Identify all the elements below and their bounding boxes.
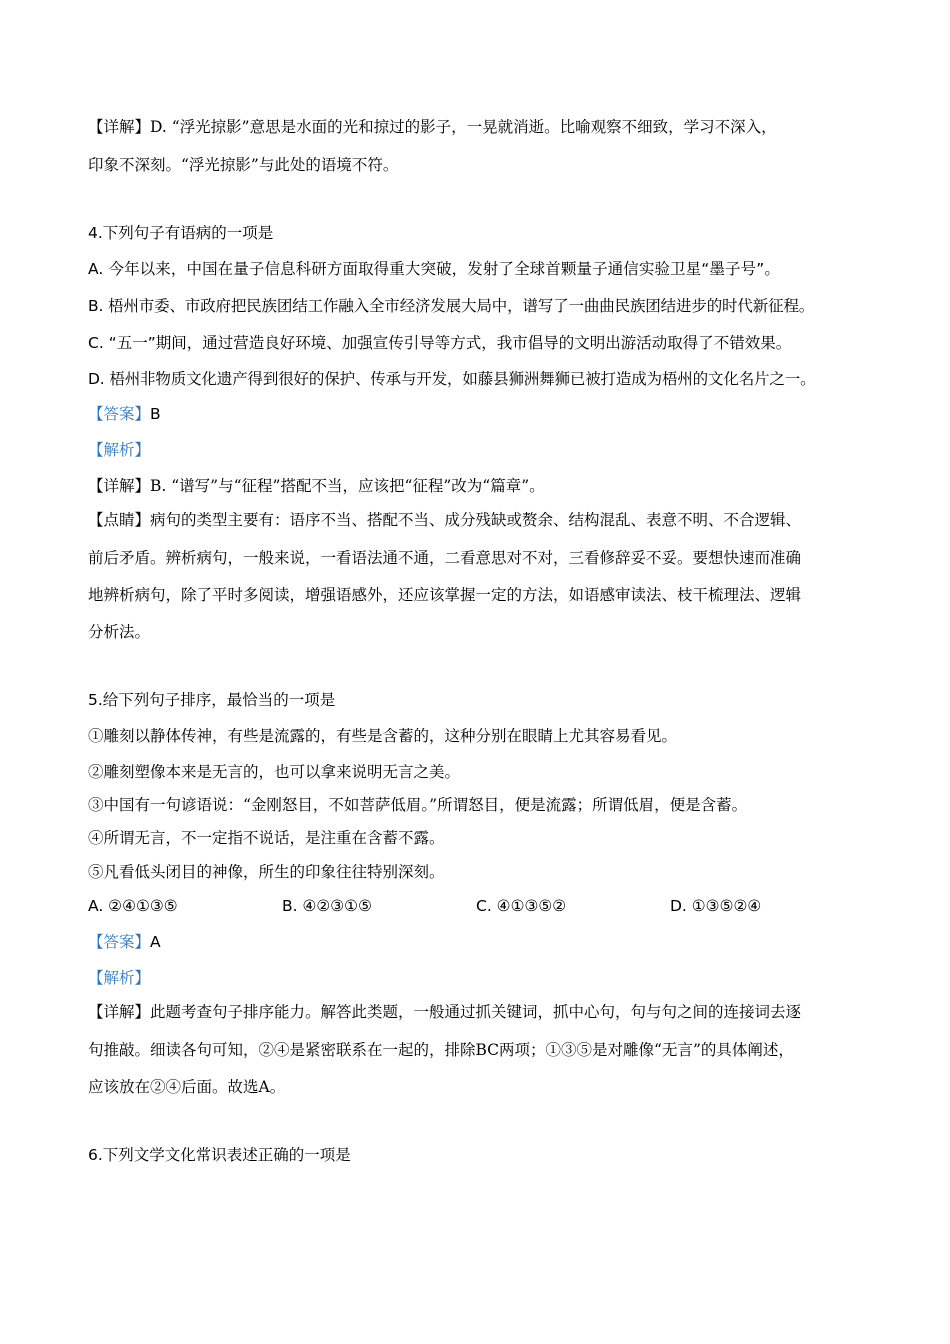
q4-stem: 4.下列句子有语病的一项是 — [88, 224, 274, 242]
q5-option-a: A. ②④①③⑤ — [88, 897, 178, 915]
q5-detail-line-1: 【详解】此题考查句子排序能力。解答此类题，一般通过抓关键词，抓中心句，句与句之间的连接词去逐 — [88, 1003, 802, 1021]
detail-tag: 【详解】 — [88, 1003, 151, 1021]
q5-option-d: D. ①③⑤②④ — [670, 897, 762, 915]
q5-sentence-5: ⑤凡看低头闭目的神像，所生的印象往往特别深刻。 — [88, 863, 445, 881]
q5-sentence-4: ④所谓无言，不一定指不说话，是注重在含蓄不露。 — [88, 829, 445, 847]
q4-option-b: B. 梧州市委、市政府把民族团结工作融入全市经济发展大局中，谱写了一曲曲民族团结进步的时代新征程。 — [88, 297, 815, 315]
q4-option-a: A. 今年以来，中国在量子信息科研方面取得重大突破，发射了全球首颗量子通信实验卫星“墨子号”。 — [88, 260, 780, 278]
q5-detail-line-3: 应该放在②④后面。故选A。 — [88, 1078, 286, 1096]
q5-option-b: B. ④②③①⑤ — [282, 897, 372, 915]
q3-detail-line-2: 印象不深刻。“浮光掠影”与此处的语境不符。 — [88, 156, 399, 174]
q4-option-d: D. 梧州非物质文化遗产得到很好的保护、传承与开发，如藤县狮洲舞狮已被打造成为梧州的文化名片之一。 — [88, 370, 816, 388]
q4-analysis-tag: 【解析】 — [88, 441, 151, 459]
q5-analysis-tag: 【解析】 — [88, 969, 151, 987]
q5-stem: 5.给下列句子排序，最恰当的一项是 — [88, 691, 336, 709]
answer-tag: 【答案】 — [88, 405, 151, 423]
q5-answer — [88, 932, 878, 952]
tip-tag: 【点睛】 — [88, 511, 151, 529]
q4-answer — [88, 404, 878, 424]
answer-value: A — [150, 933, 161, 951]
q5-sentence-1: ①雕刻以静体传神，有些是流露的，有些是含蓄的，这种分别在眼睛上尤其容易看见。 — [88, 727, 678, 745]
answer-tag: 【答案】 — [88, 933, 151, 951]
q3-detail-line-1: 【详解】D. “浮光掠影”意思是水面的光和掠过的影子，一晃就消逝。比喻观察不细致，学习不深入， — [88, 118, 777, 136]
q5-detail-line-2: 句推敲。细读各句可知，②④是紧密联系在一起的，排除BC两项；①③⑤是对雕像“无言”的具体阐述， — [88, 1041, 794, 1059]
q4-tip-line-4: 分析法。 — [88, 623, 151, 641]
q6-stem: 6.下列文学文化常识表述正确的一项是 — [88, 1146, 351, 1164]
q4-tip-line-3: 地辨析病句，除了平时多阅读，增强语感外，还应该掌握一定的方法，如语感审读法、枝干梳理法、逻辑 — [88, 586, 802, 604]
q5-sentence-3: ③中国有一句谚语说：“金刚怒目，不如菩萨低眉。”所谓怒目，便是流露；所谓低眉，便是含蓄。 — [88, 796, 748, 814]
detail-tag: 【详解】 — [88, 477, 151, 495]
q4-option-c: C. “五一”期间，通过营造良好环境、加强宣传引导等方式，我市倡导的文明出游活动取得了不错效果。 — [88, 334, 792, 352]
q4-tip-line-1: 【点睛】病句的类型主要有：语序不当、搭配不当、成分残缺或赘余、结构混乱、表意不明、不合逻辑、 — [88, 511, 802, 529]
q5-sentence-2: ②雕刻塑像本来是无言的，也可以拿来说明无言之美。 — [88, 763, 461, 781]
q4-tip-line-2: 前后矛盾。辨析病句，一般来说，一看语法通不通，二看意思对不对，三看修辞妥不妥。要想快速而准确 — [88, 549, 802, 567]
q5-option-c: C. ④①③⑤② — [476, 897, 567, 915]
detail-tag: 【详解】 — [88, 118, 151, 136]
q4-detail: 【详解】B. “谱写”与“征程”搭配不当，应该把“征程”改为“篇章”。 — [88, 477, 545, 495]
answer-value: B — [150, 405, 161, 423]
